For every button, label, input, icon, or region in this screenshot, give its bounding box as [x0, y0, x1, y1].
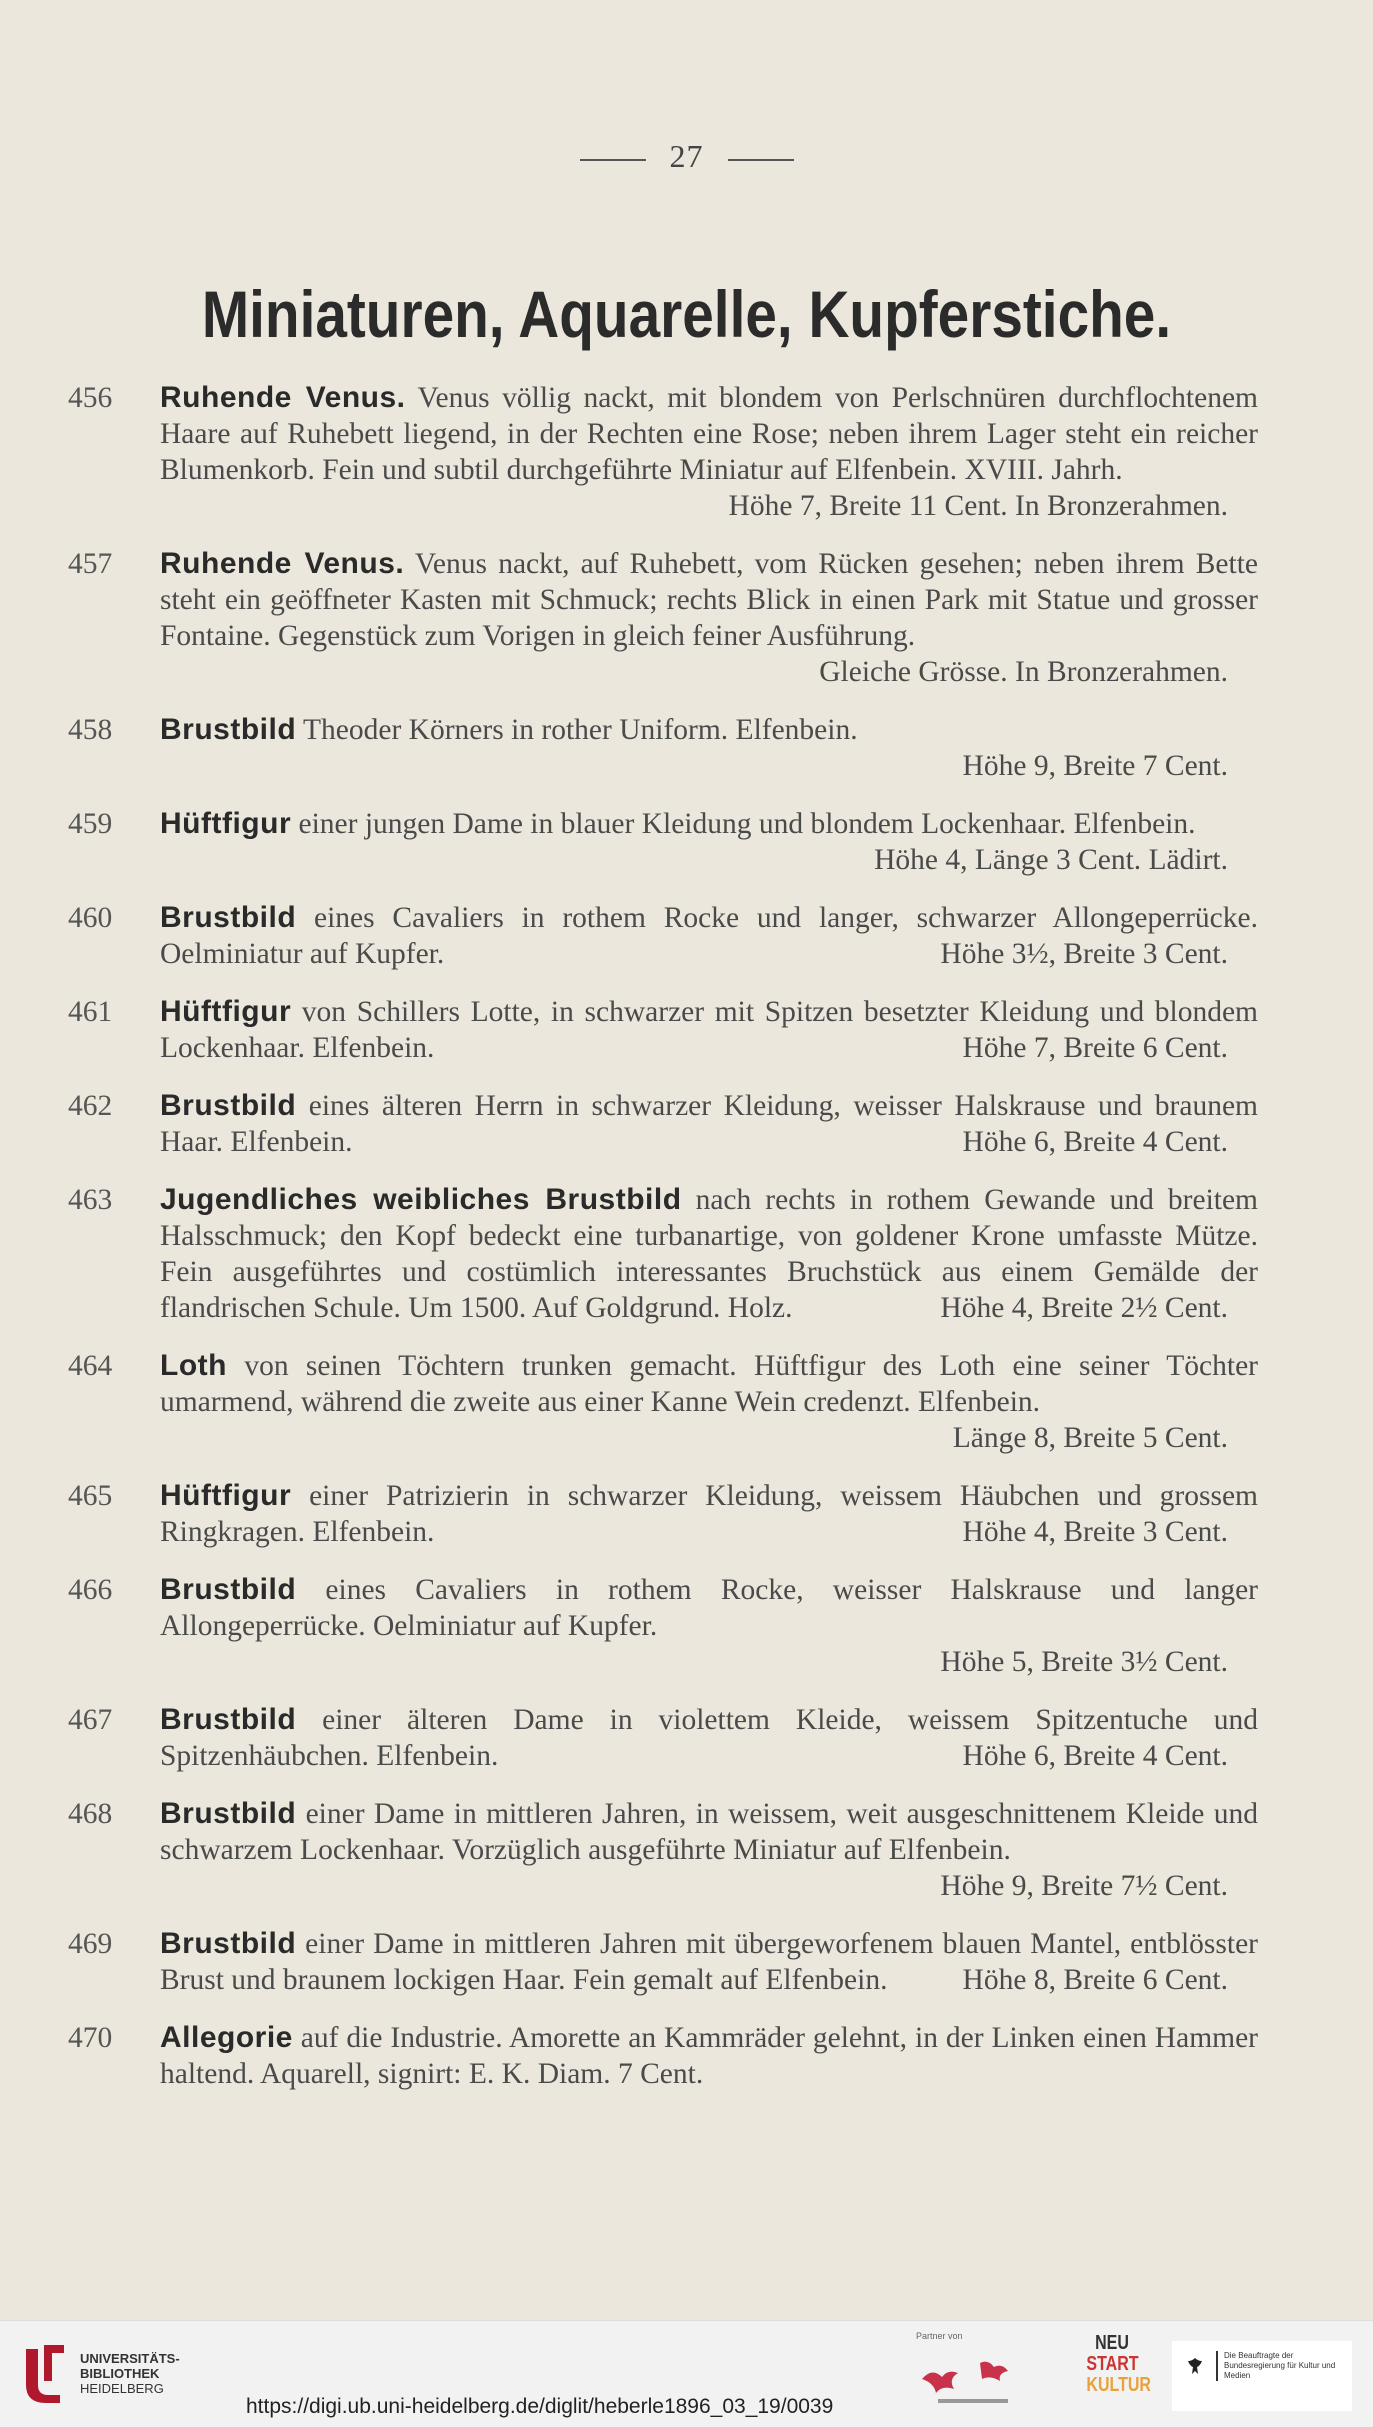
- entry-keyword: Brustbild: [160, 713, 297, 746]
- entry-keyword: Brustbild: [160, 901, 297, 934]
- entry-body: [160, 806, 1258, 878]
- entry-text: einer jungen Dame in blauer Kleidung und blondem Lockenhaar. Elfenbein.: [291, 808, 1196, 840]
- entry-text: von seinen Töchtern trunken gemacht. Hüftfigur des Loth eine seiner Töchter umarmend, während die zweite aus einer Kanne Wein credenzt. Elfenbein.: [160, 1350, 1258, 1418]
- partner-logo-icon[interactable]: [918, 2349, 1028, 2409]
- catalog-entry: [68, 712, 1258, 784]
- entry-number: 465: [68, 1480, 113, 1512]
- entry-text: eines älteren Herrn in schwarzer Kleidung, weisser Halskrause und braunem Haar. Elfenbein.: [160, 1090, 1258, 1158]
- catalog-entry: [68, 1478, 1258, 1550]
- entry-body: [160, 1702, 1258, 1774]
- neustart-kultur-logo[interactable]: NEU START KULTUR: [1086, 2332, 1151, 2396]
- entry-measurements: Höhe 9, Breite 7½ Cent.: [940, 1870, 1228, 1902]
- catalog-entry: [68, 380, 1258, 524]
- entry-keyword: Ruhende Venus.: [160, 547, 405, 580]
- entry-body: [160, 994, 1258, 1066]
- entry-number: 458: [68, 714, 113, 746]
- entry-measurements: Höhe 9, Breite 7 Cent.: [962, 750, 1228, 782]
- entry-number: 464: [68, 1350, 113, 1382]
- entry-number: 457: [68, 548, 113, 580]
- catalog-entry: [68, 1926, 1258, 1998]
- entry-measurements: Höhe 3½, Breite 3 Cent.: [940, 938, 1228, 970]
- footer-bar: [0, 2320, 1373, 2427]
- entry-number: 461: [68, 996, 113, 1028]
- document-url-link[interactable]: https://digi.ub.uni-heidelberg.de/diglit/heberle1896_03_19/0039: [246, 2395, 834, 2418]
- dash-right: [728, 159, 794, 161]
- entry-body: [160, 712, 1258, 784]
- library-name: UNIVERSITÄTS- BIBLIOTHEK HEIDELBERG: [80, 2351, 180, 2396]
- entry-number: 466: [68, 1574, 113, 1606]
- entry-keyword: Hüftfigur: [160, 1479, 292, 1512]
- catalog-entry: [68, 1348, 1258, 1456]
- entry-keyword: Brustbild: [160, 1089, 297, 1122]
- entry-measurements: Gleiche Grösse. In Bronzerahmen.: [819, 656, 1228, 688]
- entry-text: einer Dame in mittleren Jahren mit übergeworfenem blauen Mantel, entblösster Brust und braunem lockigen Haar. Fein gemalt auf Elfenbein.: [160, 1928, 1258, 1996]
- catalog-entry: [68, 2020, 1258, 2092]
- entry-keyword: Brustbild: [160, 1573, 297, 1606]
- entry-text: Venus nackt, auf Ruhebett, vom Rücken gesehen; neben ihrem Bette steht ein geöffneter Kasten mit Schmuck; rechts Blick in einen Park mit Statue und grosser Fontaine. Gegenstück zum Vorigen in gleich feiner Ausführung.: [160, 548, 1258, 652]
- catalog-entry: [68, 900, 1258, 972]
- entry-measurements: Höhe 6, Breite 4 Cent.: [962, 1126, 1228, 1158]
- university-library-logo-icon[interactable]: [16, 2341, 72, 2405]
- section-heading: Miniaturen, Aquarelle, Kupferstiche.: [201, 277, 1172, 351]
- entry-body: [160, 900, 1258, 972]
- catalog-entry: [68, 994, 1258, 1066]
- entry-text: nach rechts in rothem Gewande und breitem Halsschmuck; den Kopf bedeckt eine turbanartige, von goldener Krone umfasste Mütze. Fein ausgeführtes und costümlich interessantes Bruchstück aus einem Gemälde der flandrischen Schule. Um 1500. Auf Goldgrund. Holz.: [160, 1184, 1259, 1324]
- entry-number: 459: [68, 808, 113, 840]
- bkm-logo[interactable]: [1172, 2341, 1352, 2411]
- catalog-entry: [68, 1572, 1258, 1680]
- partner-label: Partner von: [916, 2331, 963, 2341]
- entry-number: 470: [68, 2022, 113, 2054]
- entry-body: [160, 2020, 1258, 2092]
- catalog-entry: [68, 1796, 1258, 1904]
- entry-measurements: Höhe 4, Breite 2½ Cent.: [940, 1292, 1228, 1324]
- entry-text: einer Dame in mittleren Jahren, in weissem, weit ausgeschnittenem Kleide und schwarzem Lockenhaar. Vorzüglich ausgeführte Miniatur auf Elfenbein.: [160, 1798, 1258, 1866]
- entry-text: eines Cavaliers in rothem Rocke, weisser Halskrause und langer Allongeperrücke. Oelminiatur auf Kupfer.: [160, 1574, 1258, 1642]
- catalog-entry: [68, 1702, 1258, 1774]
- entry-keyword: Allegorie: [160, 2021, 293, 2054]
- catalog-entry: [68, 806, 1258, 878]
- entry-number: 456: [68, 382, 113, 414]
- entry-keyword: Brustbild: [160, 1927, 297, 1960]
- catalog-entry: [68, 546, 1258, 690]
- entry-text: Venus völlig nackt, mit blondem von Perlschnüren durchflochtenem Haare auf Ruhebett liegend, in der Rechten eine Rose; neben ihrem Lager steht ein reicher Blumenkorb. Fein und subtil durchgeführte Miniatur auf Elfenbein. XVIII. Jahrh.: [160, 382, 1258, 486]
- entry-measurements: Höhe 7, Breite 6 Cent.: [962, 1032, 1228, 1064]
- entry-keyword: Jugendliches weibliches Brustbild: [160, 1183, 682, 1216]
- entry-number: 467: [68, 1704, 113, 1736]
- entry-number: 468: [68, 1798, 113, 1830]
- entry-text: Theoder Körners in rother Uniform. Elfenbein.: [296, 714, 858, 746]
- entry-measurements: Höhe 4, Länge 3 Cent. Lädirt.: [874, 844, 1228, 876]
- entry-keyword: Loth: [160, 1349, 227, 1382]
- catalog-entry: [68, 1088, 1258, 1160]
- entry-body: [160, 1348, 1258, 1456]
- entry-text: von Schillers Lotte, in schwarzer mit Spitzen besetzter Kleidung und blondem Lockenhaar. Elfenbein.: [160, 996, 1258, 1064]
- entry-keyword: Brustbild: [160, 1703, 297, 1736]
- entry-body: [160, 546, 1258, 690]
- entry-number: 469: [68, 1928, 113, 1960]
- entry-keyword: Hüftfigur: [160, 807, 292, 840]
- entry-measurements: Höhe 4, Breite 3 Cent.: [962, 1516, 1228, 1548]
- catalog-entry: [68, 1182, 1258, 1326]
- entry-body: [160, 1088, 1258, 1160]
- entry-text: einer älteren Dame in violettem Kleide, weissem Spitzentuche und Spitzenhäubchen. Elfenbein.: [160, 1704, 1258, 1772]
- entry-body: [160, 1182, 1258, 1326]
- page-number: 27: [0, 138, 1373, 175]
- entry-keyword: Ruhende Venus.: [160, 381, 406, 414]
- entry-number: 462: [68, 1090, 113, 1122]
- entry-keyword: Brustbild: [160, 1797, 297, 1830]
- entry-text: eines Cavaliers in rothem Rocke und langer, schwarzer Allongeperrücke. Oelminiatur auf Kupfer.: [160, 902, 1258, 970]
- entry-measurements: Höhe 5, Breite 3½ Cent.: [940, 1646, 1228, 1678]
- dash-left: [580, 159, 646, 161]
- entry-keyword: Hüftfigur: [160, 995, 292, 1028]
- federal-eagle-icon: [1186, 2357, 1204, 2375]
- catalog-entries: [68, 380, 1258, 2114]
- entry-measurements: Höhe 7, Breite 11 Cent. In Bronzerahmen.: [728, 490, 1228, 522]
- entry-body: [160, 1926, 1258, 1998]
- entry-number: 460: [68, 902, 113, 934]
- entry-text: auf die Industrie. Amorette an Kammräder gelehnt, in der Linken einen Hammer haltend. Aquarell, signirt: E. K. Diam. 7 Cent.: [160, 2022, 1258, 2090]
- entry-body: [160, 1478, 1258, 1550]
- entry-measurements: Höhe 6, Breite 4 Cent.: [962, 1740, 1228, 1772]
- entry-number: 463: [68, 1184, 113, 1216]
- entry-text: einer Patrizierin in schwarzer Kleidung, weissem Häubchen und grossem Ringkragen. Elfenbein.: [160, 1480, 1258, 1548]
- entry-measurements: Höhe 8, Breite 6 Cent.: [962, 1964, 1228, 1996]
- entry-body: [160, 380, 1258, 524]
- bkm-text: Die Beauftragte der Bundesregierung für Kultur und Medien: [1216, 2351, 1354, 2381]
- entry-body: [160, 1572, 1258, 1680]
- entry-measurements: Länge 8, Breite 5 Cent.: [952, 1422, 1228, 1454]
- entry-body: [160, 1796, 1258, 1904]
